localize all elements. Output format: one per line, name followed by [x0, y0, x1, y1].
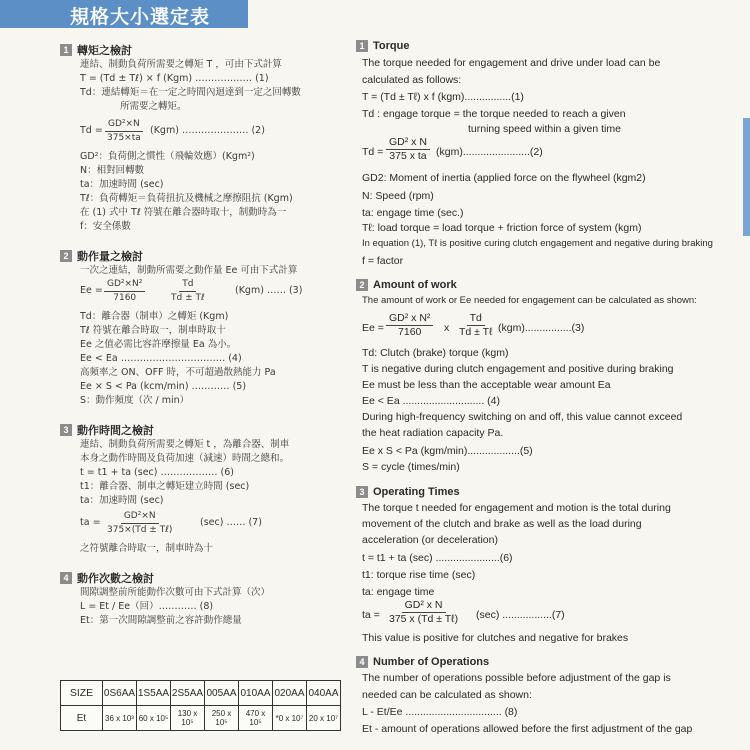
page-title: 規格大小選定表 — [70, 6, 211, 28]
table-cell: 130 x 10⁵ — [171, 706, 205, 731]
text-line: ta: engage time — [362, 586, 435, 598]
section-title: 動作時間之檢討 — [77, 425, 154, 437]
equation-8: L = Et / Ee（回）………… (8) — [80, 601, 214, 612]
equation-5: Ee × S < Pa (kcm/min) ………… (5) — [80, 381, 247, 392]
text-line: ta：加速時間 (sec) — [80, 179, 164, 190]
equation-5: Ee x S < Pa (kgm/min)..................(5) — [362, 445, 533, 457]
text-line: Td：連結轉矩＝在一定之時間內迴達到一定之回轉數 — [80, 87, 301, 98]
section-number-badge: 3 — [356, 486, 368, 498]
right-section-1-heading — [356, 40, 409, 52]
text-line: Ee 之值必需比容許摩擦量 Ea 為小。 — [80, 339, 237, 350]
section-title: Torque — [373, 40, 410, 52]
equation-7: (sec) .................(7) — [476, 609, 565, 621]
numerator: GD² x N — [386, 136, 430, 150]
text-line: needed can be calculated as shown: — [362, 689, 532, 701]
denominator: 375×ta — [107, 133, 141, 143]
section-number-badge: 3 — [60, 424, 72, 436]
text-line: t1：離合器、制車之轉矩建立時間 (sec) — [80, 481, 250, 492]
text-line: T is negative during clutch engagement and positive during braking — [362, 363, 674, 375]
section-number-badge: 4 — [60, 572, 72, 584]
right-section-2-heading — [356, 279, 457, 291]
section-number-badge: 2 — [60, 250, 72, 262]
table-header-cell: 010AA — [239, 681, 273, 706]
text-line: f = factor — [362, 255, 404, 267]
text-line: f：安全係數 — [80, 221, 131, 232]
numerator: Td — [467, 312, 485, 326]
equation-8: L - Et/Ee ................................. (8) — [362, 706, 518, 718]
text-line: Td: Clutch (brake) torque (kgm) — [362, 347, 509, 359]
section-number-badge: 2 — [356, 279, 368, 291]
numerator: GD²×N — [105, 118, 143, 132]
text-line: calculated as follows: — [362, 74, 462, 86]
table-header-cell: 040AA — [307, 681, 341, 706]
fraction-label: Ee = — [362, 322, 384, 334]
text-line: GD²：負荷側之慣性（飛輪效應）(Kgm²) — [80, 151, 255, 162]
text-line: 連結、制動負荷所需要之轉矩 T ，可由下式計算 — [80, 59, 282, 70]
text-line: 在 (1) 式中 Tℓ 符號在離合器時取十，制動時為一 — [80, 207, 287, 218]
table-header-cell: SIZE — [61, 681, 103, 706]
numerator: GD² x N — [402, 599, 446, 613]
text-line: Tℓ：負荷轉矩＝負荷扭抗及機械之摩擦阻抗 (Kgm) — [80, 193, 293, 204]
text-line: t1: torque rise time (sec) — [362, 569, 476, 581]
section-title: Amount of work — [373, 279, 457, 291]
text-line: Tℓ 符號在離合時取一，制車時取十 — [80, 325, 226, 336]
denominator: 375×(Td ± Tℓ) — [107, 525, 173, 535]
denominator: 7160 — [398, 326, 422, 338]
section-number-badge: 1 — [60, 44, 72, 56]
text-line: 所需要之轉矩。 — [120, 101, 187, 112]
text-line: Td：離合器（制車）之轉矩 (Kgm) — [80, 311, 229, 322]
text-line: turning speed within a given time — [468, 123, 621, 135]
text-line: 連結、制動負荷所需要之轉矩 t ，為離合器、制車 — [80, 439, 290, 450]
fraction-eq-3b — [168, 278, 208, 305]
multiply-sign: x — [444, 322, 450, 334]
fraction-label: ta = — [362, 609, 380, 621]
table-row — [61, 706, 341, 731]
equation-6: t = t1 + ta (sec) ......................(6) — [362, 552, 513, 564]
table-cell: 36 x 10³ — [103, 706, 137, 731]
numerator: GD²×N² — [104, 278, 145, 292]
table-header-cell: 020AA — [273, 681, 307, 706]
section-title: 轉矩之檢討 — [77, 45, 132, 57]
text-line: 之符號離合時取一，制車時為十 — [80, 543, 214, 554]
numerator: GD²×N — [121, 510, 159, 524]
equation-4: Ee < Ea …………………………… (4) — [80, 353, 242, 364]
text-line: acceleration (or deceleration) — [362, 534, 498, 546]
text-line: The torque needed for engagement and drive under load can be — [362, 57, 661, 69]
table-cell: 60 x 10⁵ — [137, 706, 171, 731]
fraction-eq-3a — [104, 278, 145, 305]
denominator: 7160 — [113, 293, 137, 303]
fraction-eq-7 — [104, 510, 175, 537]
text-line: Et：第一次間隙調整前之容許動作總量 — [80, 615, 242, 626]
text-line: Td : engage torque = the torque needed to reach a given — [362, 108, 626, 120]
fraction-label: ta = — [80, 517, 101, 528]
text-line: 一次之連結，制動所需要之動作量 Ee 可由下式計算 — [80, 265, 298, 276]
text-line: N: Speed (rpm) — [362, 190, 434, 202]
left-section-2-heading — [60, 248, 143, 264]
text-line: In equation (1), Tℓ is positive curing clutch engagement and negative during braking — [362, 238, 713, 249]
text-line: the heat radiation capacity Pa. — [362, 427, 504, 439]
text-line: Et - amount of operations allowed before the first adjustment of the gap — [362, 723, 693, 735]
equation-1: T = (Td ± Tℓ) × f (Kgm) ……………… (1) — [80, 73, 269, 84]
left-section-1-heading — [60, 42, 132, 58]
text-line: During high-frequency switching on and off, this value cannot exceed — [362, 411, 683, 423]
equation-3: (Kgm) …… (3) — [235, 285, 303, 296]
table-cell: 20 x 10⁷ — [307, 706, 341, 731]
fraction-eq-3b — [456, 312, 495, 339]
equation-2: (Kgm) ………………… (2) — [150, 125, 265, 136]
denominator: Td ± Tℓ — [459, 326, 493, 338]
text-line: N：相對回轉數 — [80, 165, 145, 176]
section-number-badge: 1 — [356, 40, 368, 52]
fraction-label: Td = — [80, 125, 103, 136]
right-section-4-heading — [356, 656, 489, 668]
numerator: GD² x N² — [386, 312, 433, 326]
fraction-eq-7 — [386, 599, 461, 626]
section-title: Number of Operations — [373, 656, 490, 668]
equation-2: (kgm).......................(2) — [436, 146, 543, 158]
text-line: Ee must be less than the acceptable wear amount Ea — [362, 379, 611, 391]
text-line: The number of operations possible before adjustment of the gap is — [362, 672, 671, 684]
fraction-label: Td = — [362, 146, 384, 158]
table-cell: 470 x 10⁵ — [239, 706, 273, 731]
fraction-eq-2 — [386, 136, 430, 163]
table-header-cell: 005AA — [205, 681, 239, 706]
text-line: This value is positive for clutches and negative for brakes — [362, 632, 629, 644]
size-spec-table — [60, 680, 341, 731]
table-cell: Et — [61, 706, 103, 731]
fraction-eq-3a — [386, 312, 433, 339]
text-line: ta：加速時間 (sec) — [80, 495, 164, 506]
table-header-cell: 0S6AA — [103, 681, 137, 706]
fraction-label: Ee = — [80, 285, 103, 296]
section-number-badge: 4 — [356, 656, 368, 668]
table-cell: 250 x 10⁵ — [205, 706, 239, 731]
numerator: Td — [179, 278, 196, 292]
table-header-cell: 2S5AA — [171, 681, 205, 706]
text-line: Tℓ: load torque = load torque + friction force of system (kgm) — [362, 222, 642, 234]
right-section-3-heading — [356, 486, 460, 498]
table-cell: *0 x 10⁷ — [273, 706, 307, 731]
left-section-4-heading — [60, 570, 154, 586]
text-line: 本身之動作時間及負荷加速（減速）時間之總和。 — [80, 453, 290, 464]
section-title: 動作次數之檢討 — [77, 573, 154, 585]
denominator: Td ± Tℓ — [171, 293, 205, 303]
equation-4: Ee < Ea ............................ (4) — [362, 395, 501, 407]
text-line: 間隙調整前所能動作次數可由下式計算（次） — [80, 587, 271, 598]
equation-1: T = (Td ± Tℓ) x f (kgm)................(1) — [362, 91, 524, 103]
side-tab-marker — [743, 118, 750, 236]
equation-6: t = t1 + ta (sec) ……………… (6) — [80, 467, 234, 478]
text-line: GD2: Moment of inertia (applied force on the flywheel (kgm2) — [362, 172, 646, 184]
text-line: The amount of work or Ee needed for engagement can be calculated as shown: — [362, 295, 697, 306]
table-header-row — [61, 681, 341, 706]
denominator: 375 x ta — [389, 150, 427, 162]
section-title: 動作量之檢討 — [77, 251, 143, 263]
table-header-cell: 1S5AA — [137, 681, 171, 706]
text-line: The torque t needed for engagement and motion is the total during — [362, 502, 671, 514]
equation-7: (sec) …… (7) — [200, 517, 262, 528]
equation-3: (kgm)................(3) — [498, 322, 585, 334]
text-line: ta: engage time (sec.) — [362, 207, 464, 219]
text-line: 高頻率之 ON、OFF 時，不可超過散熱能力 Pa — [80, 367, 276, 378]
text-line: movement of the clutch and brake as well as the load during — [362, 518, 642, 530]
section-title: Operating Times — [373, 486, 460, 498]
text-line: S = cycle (times/min) — [362, 461, 460, 473]
fraction-eq-2 — [104, 118, 144, 145]
denominator: 375 x (Td ± Tℓ) — [389, 613, 459, 625]
left-section-3-heading — [60, 422, 154, 438]
text-line: S：動作頻度（次 / min） — [80, 395, 190, 406]
